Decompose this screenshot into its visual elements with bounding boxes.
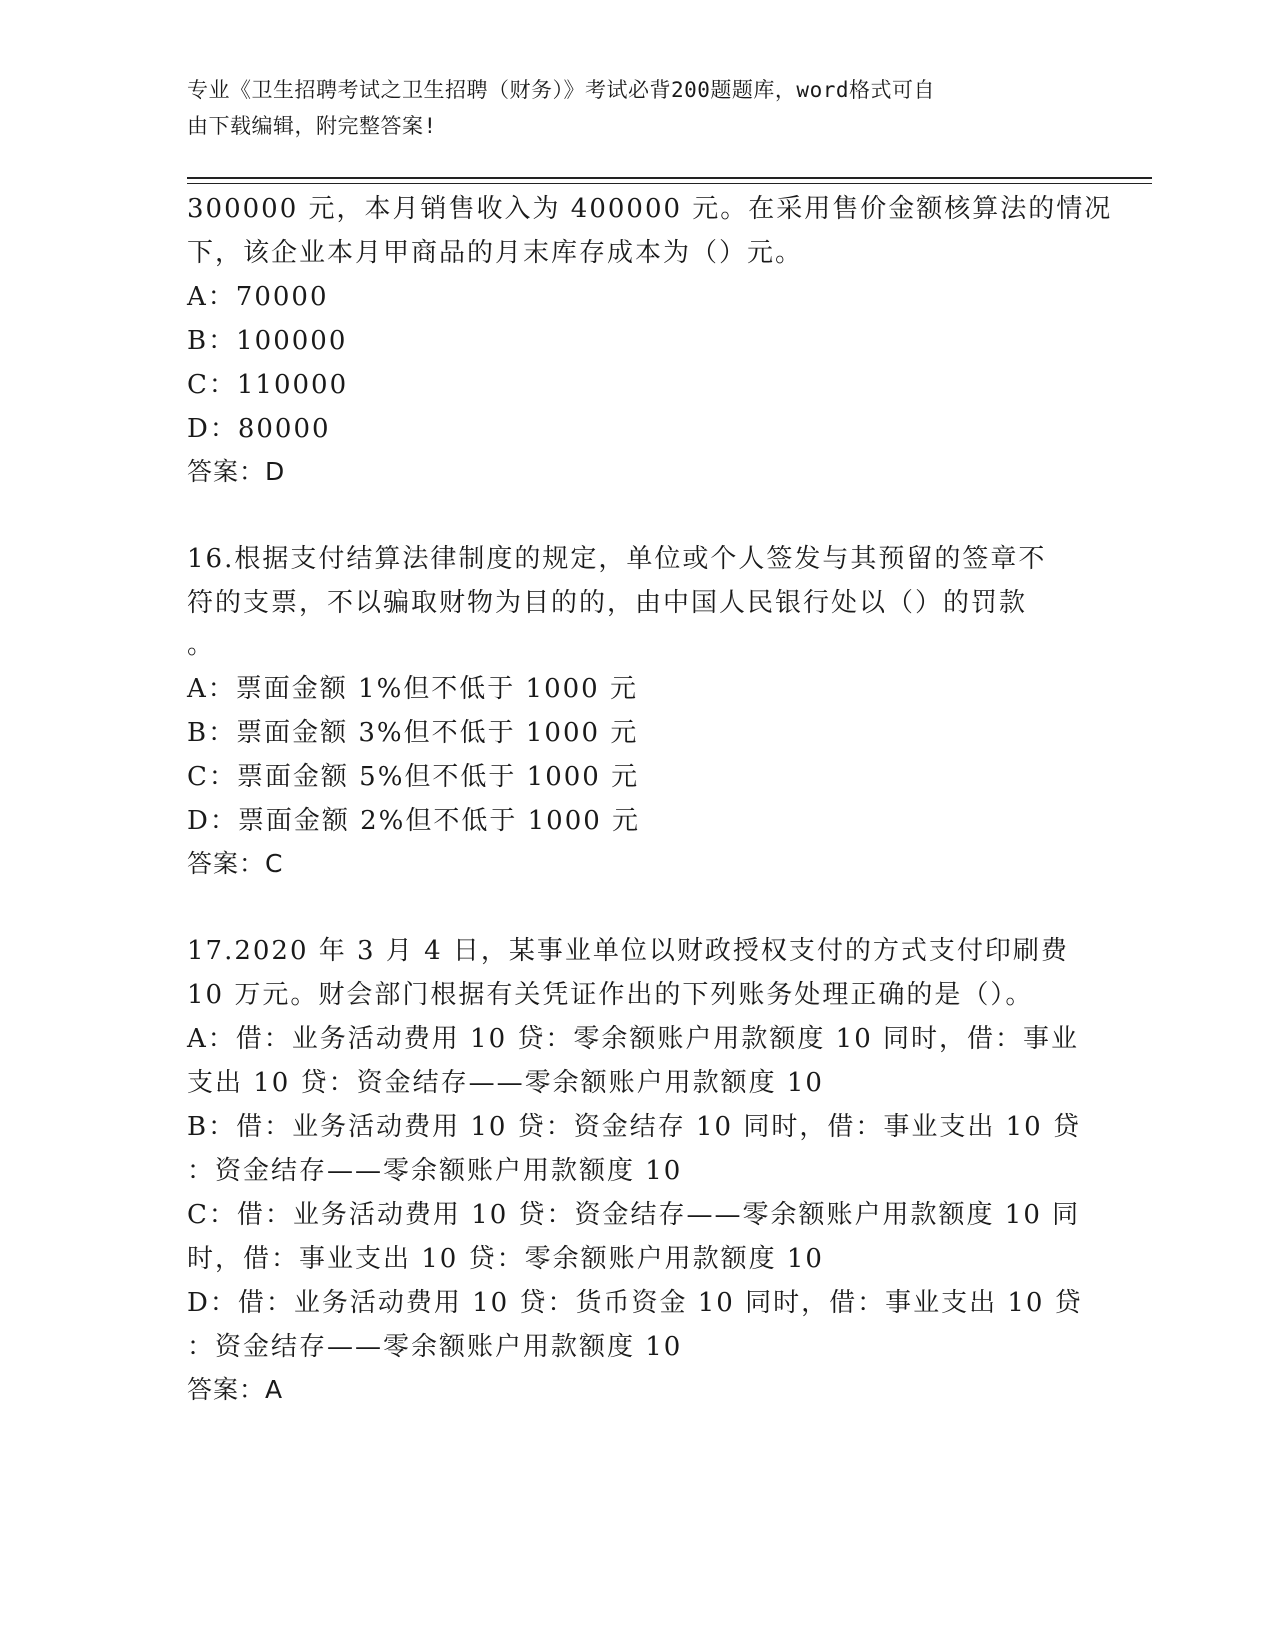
q17-text-line-2: 10 万元。财会部门根据有关凭证作出的下列账务处理正确的是（）。: [187, 980, 1034, 1010]
q17-option-d-line-2: ：资金结存——零余额账户用款额度 10: [187, 1332, 683, 1362]
q17-option-c-line-1: C：借：业务活动费用 10 贷：资金结存——零余额账户用款额度 10 同: [187, 1200, 1081, 1230]
q15-option-c: C：110000: [187, 370, 349, 400]
q17-option-a-line-1: A：借：业务活动费用 10 贷：零余额账户用款额度 10 同时，借：事业: [187, 1024, 1080, 1054]
q15-option-a: A：70000: [187, 282, 329, 312]
header-rule-thin: [187, 183, 1152, 184]
q16-option-a: A：票面金额 1%但不低于 1000 元: [187, 674, 638, 704]
q17-answer: 答案：A: [187, 1375, 284, 1404]
q16-option-c: C：票面金额 5%但不低于 1000 元: [187, 762, 640, 792]
header-line-2: 由下载编辑，附完整答案!: [187, 114, 437, 138]
q17-option-d-line-1: D：借：业务活动费用 10 贷：货币资金 10 同时，借：事业支出 10 贷: [187, 1288, 1083, 1318]
header-rule-thick: [187, 177, 1152, 179]
q15-option-b: B：100000: [187, 326, 348, 356]
q15-text-line-1: 300000 元，本月销售收入为 400000 元。在采用售价金额核算法的情况: [187, 194, 1113, 224]
q17-option-b-line-2: ：资金结存——零余额账户用款额度 10: [187, 1156, 683, 1186]
q17-option-c-line-2: 时，借：事业支出 10 贷：零余额账户用款额度 10: [187, 1244, 824, 1274]
q16-option-d: D：票面金额 2%但不低于 1000 元: [187, 806, 641, 836]
q16-answer: 答案：C: [187, 849, 284, 878]
q16-text-line-3: 。: [187, 630, 216, 660]
q16-option-b: B：票面金额 3%但不低于 1000 元: [187, 718, 639, 748]
q15-text-line-2: 下，该企业本月甲商品的月末库存成本为（）元。: [187, 238, 804, 268]
header-line-1: 专业《卫生招聘考试之卫生招聘（财务）》考试必背200题题库，word格式可自: [187, 78, 935, 102]
q15-answer: 答案：D: [187, 457, 286, 486]
q17-option-a-line-2: 支出 10 贷：资金结存——零余额账户用款额度 10: [187, 1068, 824, 1098]
document-header: [187, 72, 1087, 144]
q17-text-line-1: 17.2020 年 3 月 4 日，某事业单位以财政授权支付的方式支付印刷费: [187, 936, 1069, 966]
q17-option-b-line-1: B：借：业务活动费用 10 贷：资金结存 10 同时，借：事业支出 10 贷: [187, 1112, 1081, 1142]
q16-text-line-1: 16.根据支付结算法律制度的规定，单位或个人签发与其预留的签章不: [187, 544, 1047, 574]
q16-text-line-2: 符的支票，不以骗取财物为目的的，由中国人民银行处以（）的罚款: [187, 588, 1028, 618]
q15-option-d: D：80000: [187, 414, 331, 444]
